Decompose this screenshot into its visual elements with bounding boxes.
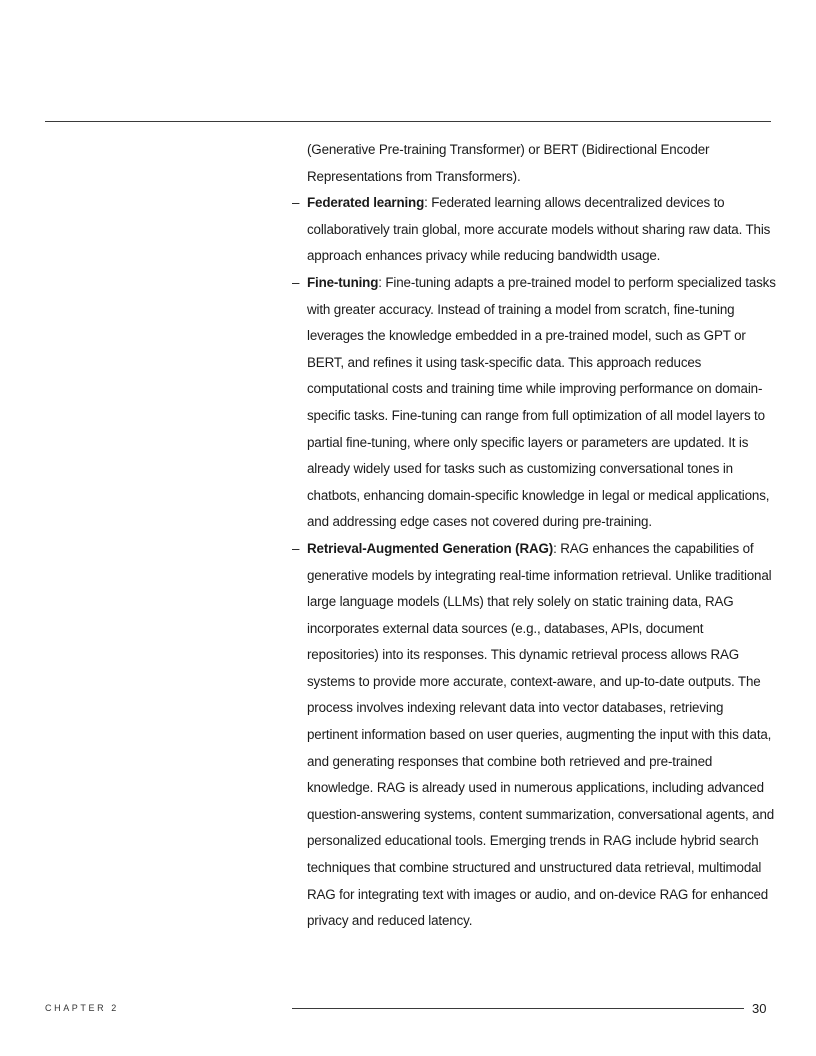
dash-bullet: – [292, 274, 300, 290]
dash-bullet: – [292, 540, 300, 556]
term-description: : Federated learning allows decentralized devices to collaboratively train global, more accurate models without sharing raw data. This approach enhances privacy while reducing bandwidth usage. [307, 195, 771, 264]
term-description: : Fine-tuning adapts a pre-trained model to perform specialized tasks with greater accuracy. Instead of training a model from scratch, fine-tuning leverages the knowledge embedded in a pre-trained model, such as GPT or BERT, and refines it using task-specific data. This approach reduces computational costs and training time while improving performance on domain-specific tasks. Fine-tuning can range from full optimization of all model layers to partial fine-tuning, where only specific layers or parameters are updated. It is already widely used for tasks such as customizing conversational tones in chatbots, enhancing domain-specific knowledge in legal or medical applications, and addressing edge cases not covered during pre-training. [307, 274, 776, 530]
continuation-paragraph: (Generative Pre-training Transformer) or BERT (Bidirectional Encoder Representations from Transformers). [307, 142, 710, 184]
term-description: : RAG enhances the capabilities of generative models by integrating real-time information retrieval. Unlike traditional large language models (LLMs) that rely solely on static training data, RAG incorporates external data sources (e.g., databases, APIs, document repositories) into its responses. This dynamic retrieval process allows RAG systems to provide more accurate, context-aware, and up-to-date outputs. The process involves indexing relevant data into vector databases, retrieving pertinent information based on user queries, augmenting the input with this data, and generating responses that combine both retrieved and pre-trained knowledge. RAG is already used in numerous applications, including advanced question-answering systems, content summarization, conversational agents, and personalized educational tools. Emerging trends in RAG include hybrid search techniques that combine structured and unstructured data retrieval, multimodal RAG for integrating text with images or audio, and on-device RAG for enhanced privacy and reduced latency. [307, 540, 775, 929]
term-heading: Fine-tuning [307, 274, 379, 290]
chapter-label: CHAPTER 2 [45, 1003, 119, 1013]
header-rule [45, 121, 771, 122]
list-item-fine-tuning [292, 270, 777, 536]
list-item-rag [292, 536, 777, 935]
list-item-federated-learning [292, 190, 777, 270]
term-list [292, 190, 777, 935]
page-number: 30 [752, 1001, 767, 1016]
term-heading: Retrieval-Augmented Generation (RAG) [307, 540, 554, 556]
term-heading: Federated learning [307, 195, 425, 211]
dash-bullet: – [292, 195, 300, 211]
footer-rule [292, 1008, 744, 1009]
main-content [292, 137, 777, 935]
